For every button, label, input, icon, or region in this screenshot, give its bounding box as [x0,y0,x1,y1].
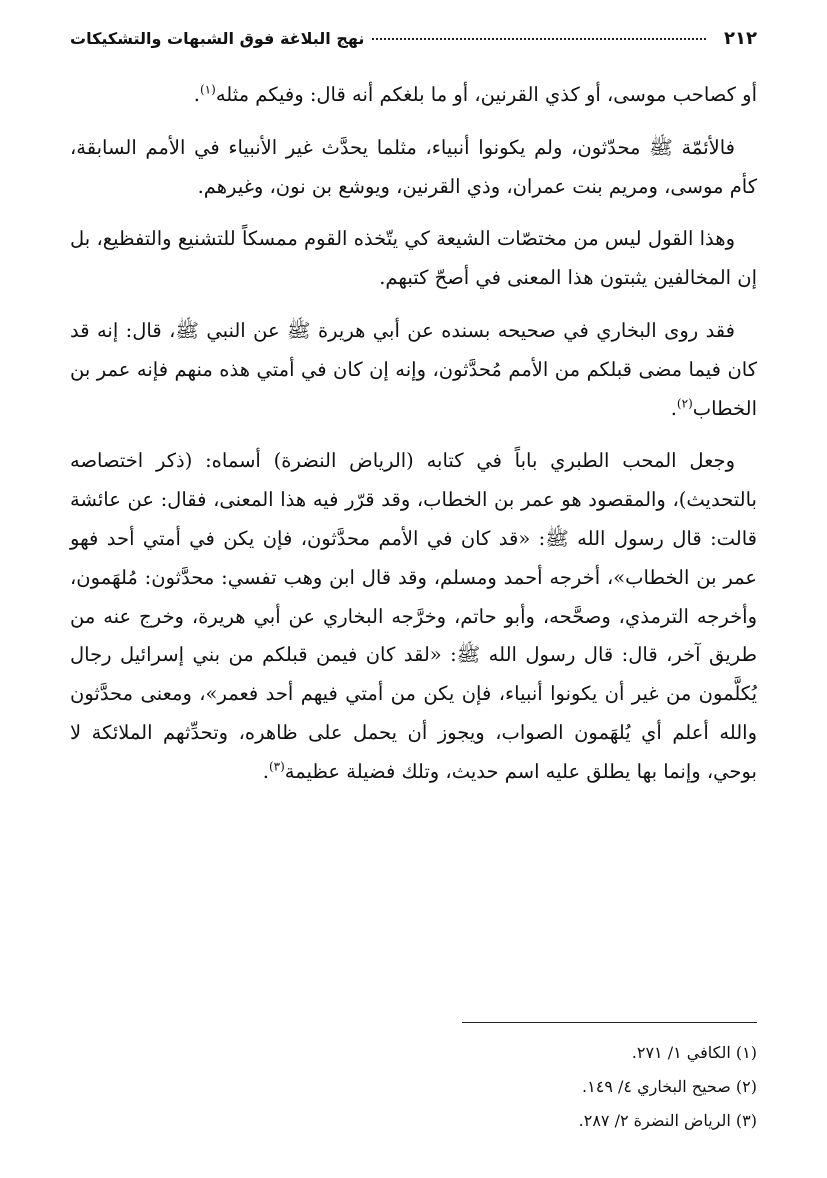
paragraph-1 [70,76,757,115]
footnote-divider [462,1022,757,1023]
paragraph-1-tail: . [193,83,200,106]
paragraph-3 [70,220,757,298]
paragraph-5-tail: . [262,759,269,783]
book-title: نهج البلاغة فوق الشبهات والتشكيكات [70,29,365,48]
paragraph-1-text: أو كصاحب موسى، أو كذي القرنين، أو ما بلغكم أنه قال: وفيكم مثله [215,83,757,106]
dotted-leader [372,38,706,40]
footnote-2: (٢) صحيح البخاري ٤/ ١٤٩. [582,1077,757,1096]
footnotes [70,1036,757,1138]
footnote-ref-2: (٢) [676,396,693,411]
paragraph-4-text: فقد روى البخاري في صحيحه بسنده عن أبي هريرة ﷺ عن النبي ﷺ، قال: إنه قد كان فيما مضى قبلكم من الأمم مُحدَّثون، وإنه إن كان في أمتي هذه منهم فإنه عمر بن الخطاب [70,318,757,420]
page-number: ٢١٢ [724,28,757,49]
paragraph-5 [70,442,757,791]
paragraph-3-text: وهذا القول ليس من مختصّات الشيعة كي يتّخذه القوم ممسكاً للتشنيع والتفظيع، بل إن المخالفين يثبتون هذا المعنى في أصحّ كتبهم. [70,227,757,290]
footnote-ref-1: (١) [199,82,216,97]
footnote-ref-3: (٣) [268,759,285,774]
paragraph-2-text: فالأئمّة ﷺ محدّثون، ولم يكونوا أنبياء، مثلما يحدَّث غير الأنبياء في الأمم السابقة، كأم موسى، ومريم بنت عمران، وذي القرنين، ويوشع بن نون، وغيرهم. [70,135,757,198]
paragraph-5-text: وجعل المحب الطبري باباً في كتابه (الرياض النضرة) أسماه: (ذكر اختصاصه بالتحديث)، والمقصود هو عمر بن الخطاب، وقد قرّر فيه هذا المعنى، فقال: عن عائشة قالت: قال رسول الله ﷺ: «قد كان في الأمم محدَّثون، فإن يكن في أمتي أحد فهو عمر بن الخطاب»، أخرجه أحمد ومسلم، وقد قال ابن وهب تفسي: محدَّثون: مُلهَمون، وأخرجه الترمذي، وصحَّحه، وأبو حاتم، وخرَّجه البخاري عن أبي هريرة، وخرج عنه من طريق آخر، قال: قال رسول الله ﷺ: «لقد كان فيمن قبلكم من بني إسرائيل رجال يُكلَّمون من غير أن يكونوا أنبياء، فإن يكن من أمتي فيهم أحد فعمر»، ومعنى محدَّثون والله أعلم أي يُلهَمون الصواب، ويجوز أن يحمل على ظاهره، وتحدِّثهم الملائكة لا بوحي، وإنما بها يطلق عليه اسم حديث، وتلك فضيلة عظيمة [70,449,757,783]
running-header [70,28,757,62]
body-text [70,76,757,792]
footnote-3: (٣) الرياض النضرة ٢/ ٢٨٧. [578,1111,757,1130]
footnote-1: (١) الكافي ١/ ٢٧١. [631,1043,757,1062]
page [70,28,757,1158]
paragraph-2 [70,129,757,207]
paragraph-4-tail: . [670,396,677,420]
paragraph-4 [70,312,757,428]
